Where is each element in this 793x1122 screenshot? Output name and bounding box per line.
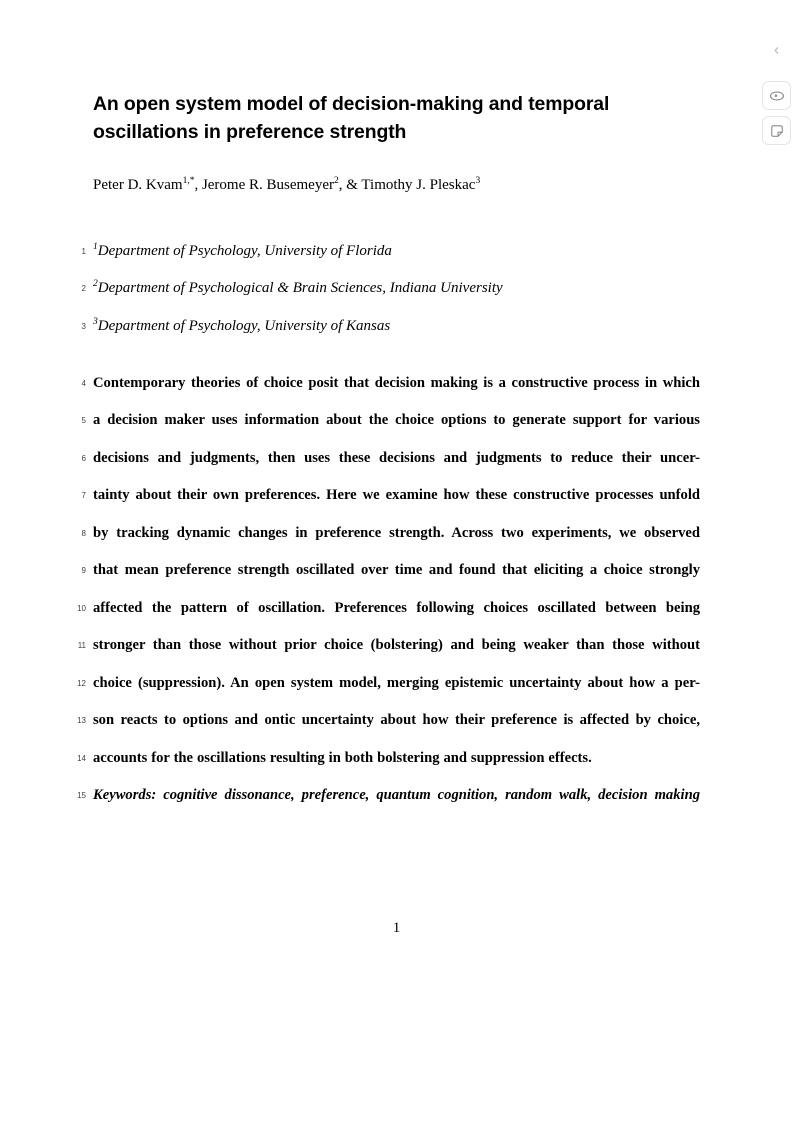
author-1-superscript: 1,* bbox=[182, 176, 195, 186]
abstract-text: affected the pattern of oscillation. Preferences following choices oscillated between being bbox=[93, 600, 700, 616]
affiliation-text: $^2$Department of Psychological & Brain Sciences, Indiana University bbox=[93, 279, 503, 296]
author-separator: , & bbox=[338, 177, 362, 193]
abstract-line bbox=[77, 598, 700, 618]
abstract-line bbox=[77, 673, 700, 693]
abstract-text: by tracking dynamic changes in preference strength. Across two experiments, we observed bbox=[93, 525, 700, 541]
abstract-line bbox=[77, 710, 700, 730]
affiliation-text: $^3$Department of Psychology, University of Kansas bbox=[93, 317, 391, 334]
author-separator: , bbox=[194, 177, 202, 193]
line-number: 5 bbox=[81, 416, 86, 425]
line-number: 6 bbox=[81, 454, 86, 463]
abstract-line bbox=[81, 485, 700, 505]
line-number: 9 bbox=[81, 566, 86, 575]
paper-title-line-1: An open system model of decision-making and temporal bbox=[93, 93, 610, 115]
line-number: 4 bbox=[81, 379, 86, 388]
line-number: 2 bbox=[81, 284, 86, 293]
abstract-text: tainty about their own preferences. Here we examine how these constructive processes unfold bbox=[93, 487, 700, 503]
collapse-panel-button[interactable] bbox=[768, 43, 784, 59]
view-annotations-button[interactable] bbox=[762, 81, 791, 110]
keywords-line bbox=[77, 785, 700, 805]
author-2-superscript: 2 bbox=[334, 176, 339, 186]
chevron-left-icon bbox=[771, 44, 782, 59]
affiliation-superscript: 1 bbox=[93, 242, 98, 252]
affiliation-row bbox=[81, 241, 700, 261]
sticky-note-icon bbox=[768, 122, 786, 140]
author-3: Timothy J. Pleskac$^3$ bbox=[361, 176, 481, 193]
eye-icon bbox=[768, 87, 786, 105]
author-2: Jerome R. Busemeyer$^2$ bbox=[201, 176, 339, 193]
affiliation-row bbox=[81, 316, 700, 336]
affiliation-row bbox=[81, 278, 700, 298]
affiliation-text: $^1$Department of Psychology, University of Florida bbox=[93, 242, 392, 259]
author-3-superscript: 3 bbox=[475, 176, 481, 186]
line-number: 12 bbox=[77, 679, 86, 688]
author-list bbox=[93, 175, 480, 196]
line-number: 7 bbox=[81, 491, 86, 500]
page-number: 1 bbox=[392, 920, 401, 936]
abstract-line bbox=[81, 410, 700, 430]
abstract-text: son reacts to options and ontic uncertainty about how their preference is affected by choice, bbox=[93, 712, 700, 728]
abstract-text: a decision maker uses information about the choice options to generate support for various bbox=[93, 412, 700, 428]
abstract-line bbox=[77, 748, 700, 768]
abstract-text: accounts for the oscillations resulting in both bolstering and suppression effects. bbox=[93, 750, 592, 766]
abstract-text: stronger than those without prior choice (bolstering) and being weaker than those without bbox=[93, 637, 700, 653]
add-note-button[interactable] bbox=[762, 116, 791, 145]
page-content bbox=[77, 0, 700, 1122]
affiliation-superscript: 2 bbox=[93, 279, 98, 289]
line-number: 14 bbox=[77, 754, 86, 763]
line-number: 10 bbox=[77, 604, 86, 613]
author-1: Peter D. Kvam$^{1,*}$ bbox=[93, 176, 195, 193]
abstract-text: Contemporary theories of choice posit that decision making is a constructive process in which bbox=[93, 375, 700, 391]
abstract-line bbox=[81, 523, 700, 543]
abstract-line bbox=[81, 373, 700, 393]
line-number: 13 bbox=[77, 716, 86, 725]
abstract-line bbox=[77, 635, 700, 655]
abstract-text: decisions and judgments, then uses these decisions and judgments to reduce their uncer- bbox=[93, 450, 700, 466]
line-number: 8 bbox=[81, 529, 86, 538]
paper-title-line-2: oscillations in preference strength bbox=[93, 121, 407, 143]
keywords-text: Keywords: cognitive dissonance, preference, quantum cognition, random walk, decision making bbox=[93, 787, 700, 803]
abstract-text: choice (suppression). An open system model, merging epistemic uncertainty about how a per- bbox=[93, 675, 700, 691]
paper-title bbox=[93, 90, 609, 146]
affiliation-superscript: 3 bbox=[93, 317, 98, 327]
line-number: 15 bbox=[77, 791, 86, 800]
abstract-text: that mean preference strength oscillated over time and found that eliciting a choice strongly bbox=[93, 562, 700, 578]
abstract-line bbox=[81, 448, 700, 468]
abstract-line bbox=[81, 560, 700, 580]
line-number: 11 bbox=[77, 641, 86, 650]
line-number: 1 bbox=[81, 247, 86, 256]
line-number: 3 bbox=[81, 322, 86, 331]
